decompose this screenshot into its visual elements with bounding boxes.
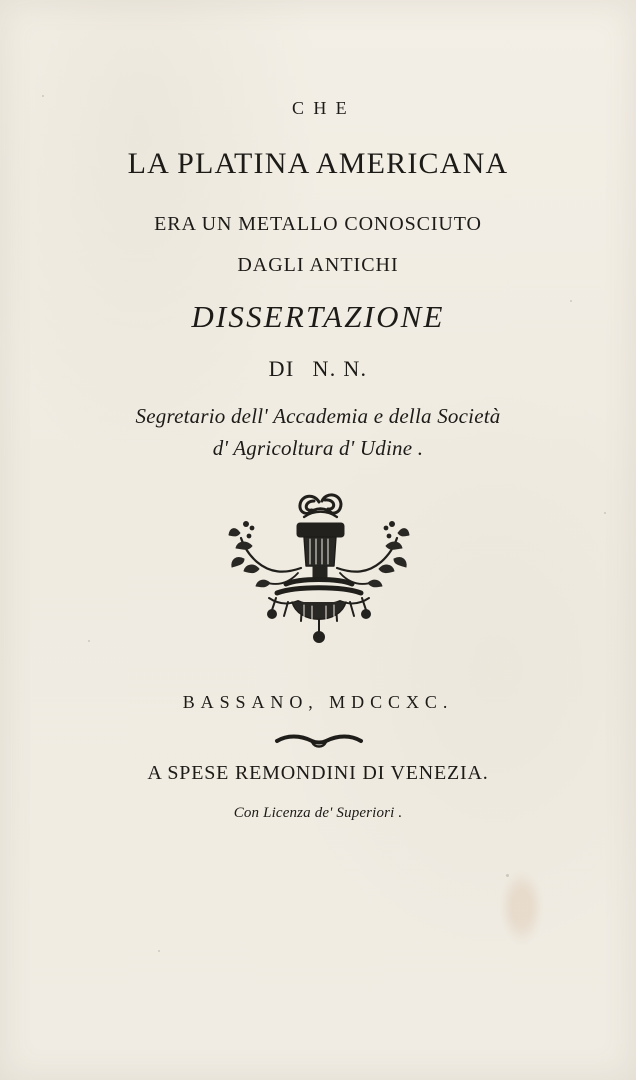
paper-speck xyxy=(604,512,606,514)
paper-speck xyxy=(158,950,160,952)
author-role-line-2: d' Agricoltura d' Udine . xyxy=(212,436,424,460)
imprint-license: Con Licenza de' Superiori . xyxy=(233,805,403,821)
heading-small: CHE xyxy=(291,98,357,118)
author-name: N. N. xyxy=(312,356,368,381)
author-line xyxy=(0,356,636,382)
paper-speck xyxy=(506,874,509,877)
paper-speck xyxy=(88,640,90,642)
author-prefix: DI xyxy=(268,356,295,381)
paper-speck xyxy=(42,95,44,97)
subtitle-line-2: DAGLI ANTICHI xyxy=(237,254,399,276)
floral-urn-emblem-icon xyxy=(224,492,414,654)
subtitle-line-1: ERA UN METALLO CONOSCIUTO xyxy=(154,213,482,235)
imprint-place-date: BASSANO, MDCCXC. xyxy=(182,692,454,712)
author-role-line-1: Segretario dell' Accademia e della Società xyxy=(135,404,501,428)
ornamental-rule-icon xyxy=(274,734,364,752)
main-title: LA PLATINA AMERICANA xyxy=(127,147,509,180)
work-type: DISSERTAZIONE xyxy=(191,299,445,334)
imprint-publisher: A SPESE REMONDINI DI VENEZIA. xyxy=(147,762,489,784)
